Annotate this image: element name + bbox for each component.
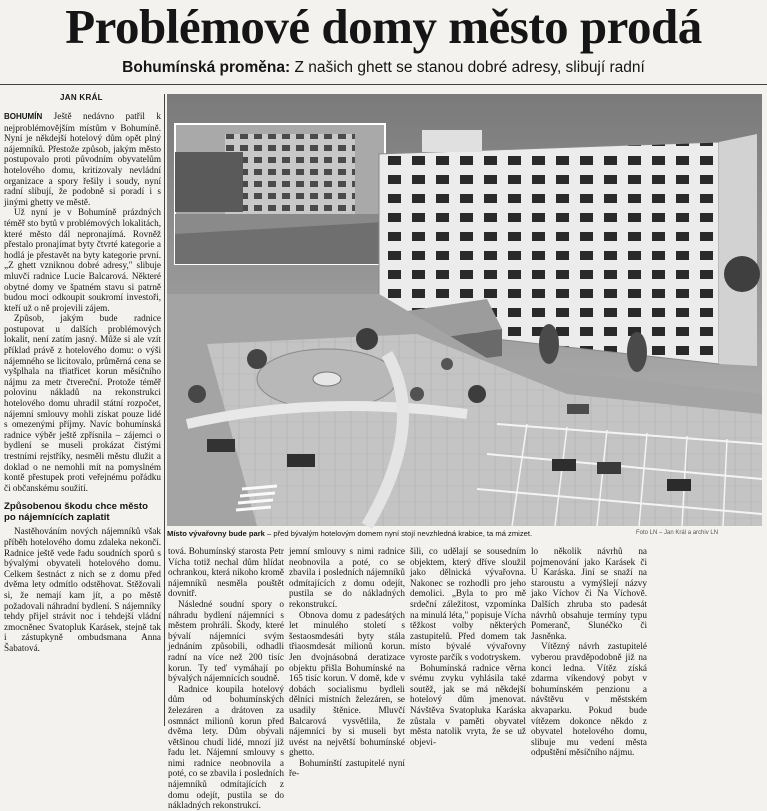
deck	[0, 58, 767, 78]
paragraph: jemní smlouvy s nimi radnice neobnovila a poté, co se zbavila i posledních nájemníků odmítajících z domu odejít, pustila se do nákladných rekonstrukcí.	[289, 546, 405, 609]
article-photo	[167, 94, 762, 526]
paragraph: BOHUMÍN Ještě nedávno patřil k nejproblémovějším místům v Bohumíně. Nyní je někdejší hotelový dům opět plný nájemníků. Přestože způsob, jakým město postupovalo proti původním obyvatelům hotelového domu, kritizovaly nevládní organizace a spory řešily i soudy, nyní radní slibují, že podobně si poradí i s jinými ghetty ve městě.	[4, 111, 161, 207]
caption-lead: Místo vývařovny bude park	[167, 529, 265, 538]
column-3	[289, 546, 405, 779]
dateline: BOHUMÍN	[4, 112, 43, 121]
subheading: Způsobenou škodu chce město po nájemnících zaplatit	[4, 501, 148, 524]
photo-credit: Foto LN – Jan Král a archiv LN	[636, 530, 719, 536]
paragraph: lo několik návrhů na pojmenování jako Karásek či U Karáska. Jiní se snaží na staroustu a vymýšlejí názvy jako Víchov či Na Víchově. Dalších zhruba sto padesát návrhů obsahuje termíny typu Pomeranč, Slunéčko či Jasněnka.	[531, 546, 647, 641]
column-2	[168, 546, 284, 811]
column-4	[410, 546, 526, 747]
paragraph: šili, co udělají se sousedním objektem, který dříve sloužil jako dělnická vývařovna. Nakonec se rozhodli pro jeho demolici. „Byla to pro mě srdeční záležitost, vzpomínka na minulá léta," popisuje Vícha těžkost volby některých zastupitelů. Před domem tak místo bývalé vývařovny vyroste parčík s vodotryskem.	[410, 546, 526, 662]
column-5	[531, 546, 647, 758]
header-rule	[0, 84, 767, 85]
paragraph: tová. Bohumínský starosta Petr Vícha totiž nechal dům hlídat ochrankou, která nikoho kromě nájemníků nesměla pouštět dovnitř.	[168, 546, 284, 599]
paragraph: Způsob, jakým bude radnice postupovat u dalších problémových lokalit, není zatím jasný. Může si ale vzít příklad právě z hotelového domu: o výši nájemného se licitovalo, průměrná cena se vyšplhala na třiatřicet korun měsíčního nájmu za metr čtvereční. Protože téměř polovinu nákladů na rekonstrukci hotelového domu uhradil státní rozpočet, nájemní smlouvy mohli získat pouze lidé s omezenými příjmy. Navíc bohumínská radnice výběr ještě zpřísnila – zájemci o bydlení se museli prokázat čistými trestními rejstříky, nesměli městu dlužit a doklad o ne nemohli mít na pomyslném kontě přestupek proti veřejnému pořádku či občanskému soužití.	[4, 313, 161, 493]
paragraph: Nastěhováním nových nájemníků však příběh hotelového domu zdaleka nekončí. Radnice ještě vede řadu soudních sporů s bývalými obyvateli hotelového domu. Celkem šestnáct z nich se z domu před dvěma lety odmítlo odstěhovat. Stěžovali si, že nemají kam jít, a po městě požadovali náhradní bydlení. S nájemníky tehdy přijel strávit noc i tehdejší vládní zmocněnec Svatopluk Karásek, stejně tak i zástupkyně ombudsmana Anna Šabatová.	[4, 526, 161, 653]
deck-lead: Bohumínská proměna:	[122, 59, 291, 76]
column-rule	[164, 94, 165, 726]
paragraph: Bohumínští zastupitelé nyní ře-	[289, 757, 405, 779]
headline: Problémové domy město prodá	[65, 0, 702, 54]
paragraph: Obnova domu z padesátých let minulého století s šestaosmdesáti byty stála třiaosmdesát milionů korun. Jen dvojnásobná deratizace objektu přišla Bohumínské na 165 tisíc korun. V domě, kde v dobách socialismu bydleli dělníci místních železáren, se usadily štěnice. Mluvčí Balcarová vysvětlila, že nájemníci by si museli byt uvést na největší bohumínské ghetto.	[289, 609, 405, 758]
caption-text: – před bývalým hotelovým domem nyní stojí nevzhledná krabice, ta má zmizet.	[264, 529, 533, 538]
paragraph: Vítězný návrh zastupitelé vyberou pravděpodobně již na konci ledna. Vítěz získá zdarma víkendový pobyt v bohumínském penzionu a návštěvu v městském akvaparku. Pokud bude vítězem dokonce někdo z obyvatel hotelového domu, slibuje mu vedení města odpuštění měsíčního nájmu.	[531, 641, 647, 758]
paragraph: Bohumínská radnice věrna svému zvyku vyhlásila také soutěž, jak se má někdejší hotelový dům jmenovat. Návštěva Svatopluka Karáska zůstala v paměti obyvatel města natolik vryta, že se už objevi-	[410, 662, 526, 747]
housing-block-rendering	[167, 94, 762, 526]
paragraph: Už nyní je v Bohumíně prázdných téměř sto bytů v problémových lokalitách, které město dál nepronajímá. Rovněž přestalo pronajímat byty čtvrté kategorie a hodlá je přestavět na byty kategorie první. „Z ghett vzniknou dobré adresy," slibuje mluvčí radnice Lucie Balcarová. Některé obytné domy ve špatném stavu si patrně budou moci odkoupit soukromí investoři, kteří už o ně projevili zájem.	[4, 207, 161, 313]
deck-rest: Z našich ghett se stanou dobré adresy, slibují radní	[294, 59, 645, 76]
paragraph: Radnice koupila hotelový dům od bohumínských železáren a drátoven za osmnáct milionů korun před dvěma lety. Dům obývali většinou chudí lidé, mnozí již řadu let. Nájemní smlouvy s nimi radnice neobnovila a poté, co se zbavila i posledních nájemníků odmítajících z domu odejít, pustila se do nákladných rekonstrukcí.	[168, 683, 284, 811]
byline: JAN KRÁL	[60, 93, 103, 102]
column-1	[4, 111, 161, 727]
paragraph: Následné soudní spory o náhradu bydlení nájemníci s městem prohráli. Škody, které bývalí nájemníci svým jednáním způsobili, odhadli radní na více než 200 tisíc korun. Ty teď vymáhají po bývalých nájemnících soudně.	[168, 598, 284, 684]
